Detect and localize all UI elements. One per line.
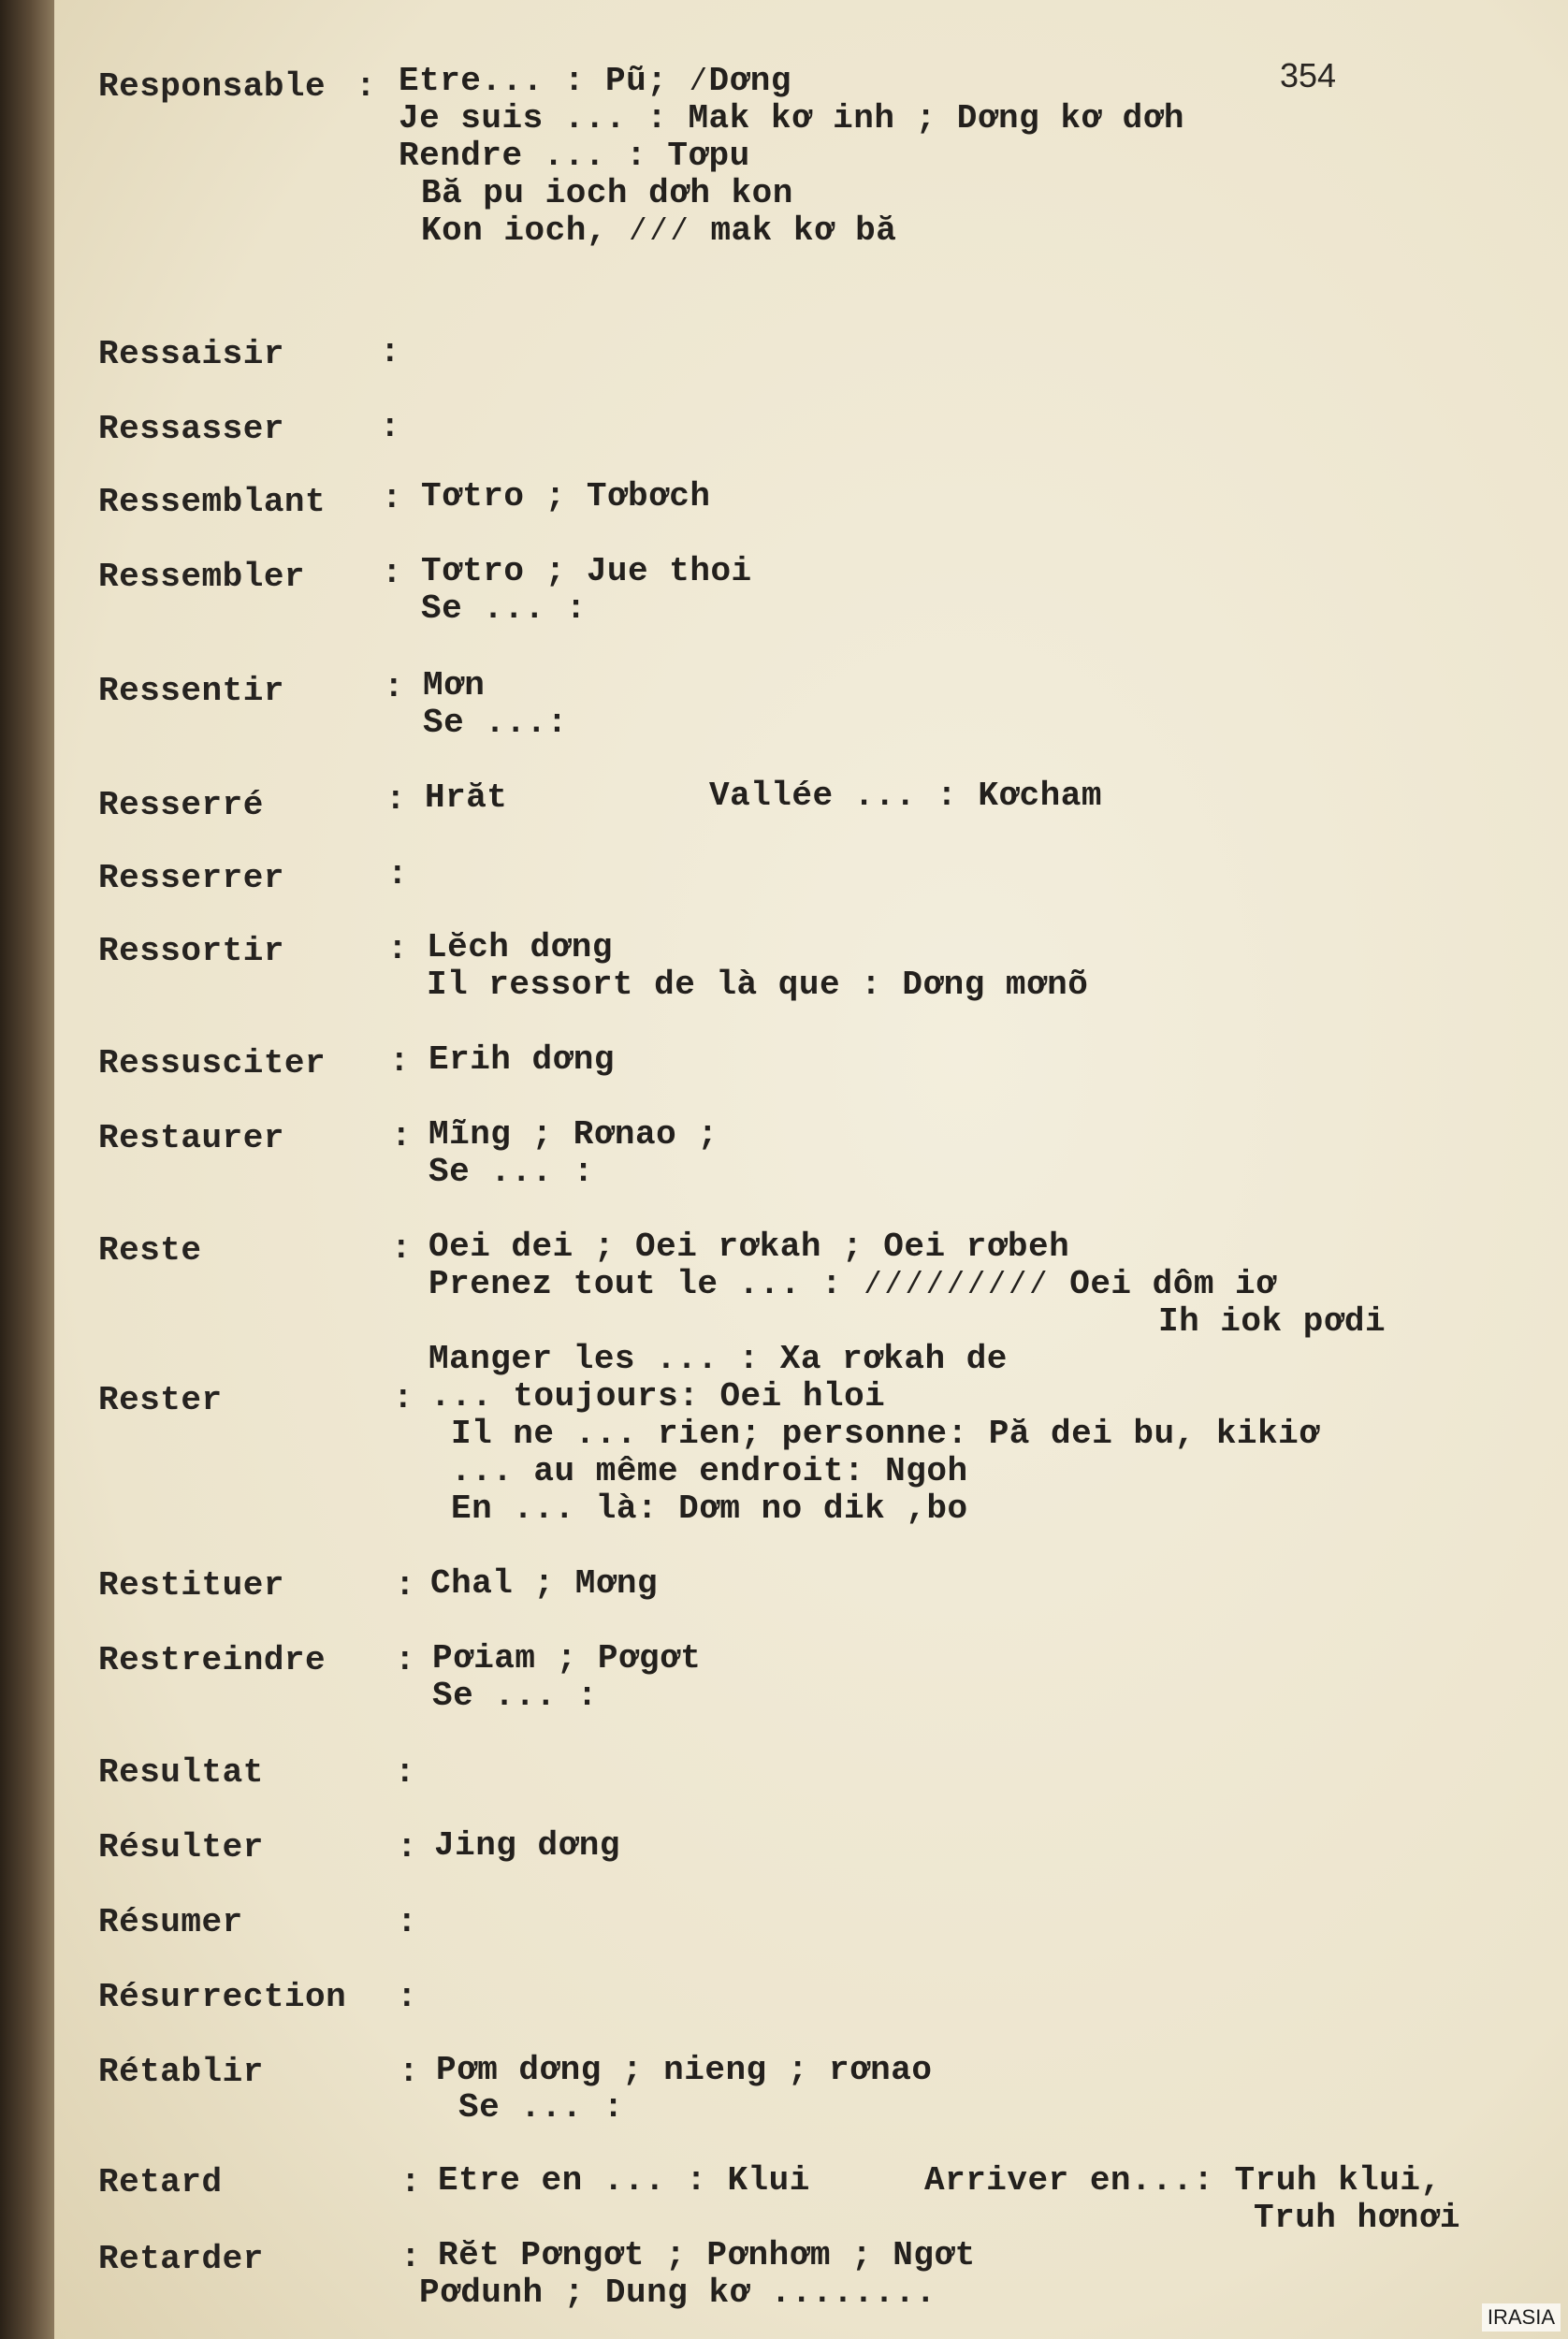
entry-line: Arriver en...: Truh klui, [924, 2161, 1442, 2200]
entry-line: Je suis ... : Mak kơ inh ; Dơng kơ dơh [399, 99, 1184, 138]
entry-headword: Retard [98, 2163, 223, 2201]
entry-colon: : [380, 333, 400, 371]
entry-colon: : [400, 2238, 421, 2276]
entry-colon: : [387, 930, 408, 968]
entry-headword: Resserré [98, 786, 264, 824]
entry-colon: : [395, 1641, 415, 1679]
entry-line: Pơdunh ; Dung kơ ........ [419, 2274, 936, 2312]
entry-colon: : [397, 1978, 417, 2016]
entry-line: Mĩng ; Rơnao ; [428, 1115, 719, 1154]
entry-headword: Ressembler [98, 558, 306, 596]
entry-colon: : [399, 2053, 419, 2091]
entry-line: Se ...: [423, 704, 568, 742]
entry-colon: : [393, 1379, 414, 1417]
entry-line: Tơtro ; Jue thoi [421, 552, 752, 590]
page-number: 354 [1280, 56, 1337, 94]
entry-line: ... toujours: Oei hloi [430, 1377, 886, 1416]
entry-headword: Ressaisir [98, 335, 284, 373]
entry-line: ... au même endroit: Ngoh [451, 1452, 968, 1490]
entry-line: Mơn [423, 666, 486, 705]
entry-headword: Responsable [98, 67, 327, 106]
entry-colon: : [384, 668, 404, 706]
entry-headword: Rester [98, 1381, 223, 1419]
entry-colon: : [389, 1042, 410, 1081]
entry-line: En ... là: Dơm no dik ,bo [451, 1489, 968, 1528]
entry-headword: Resultat [98, 1753, 264, 1792]
entry-line: Bă pu ioch dơh kon [421, 174, 793, 212]
entry-headword: Resserrer [98, 859, 284, 897]
entry-line: Se ... : [432, 1677, 598, 1715]
entry-line: Manger les ... : Xa rơkah de [428, 1340, 1008, 1378]
entry-line: Rendre ... : Tơpu [399, 137, 750, 175]
entry-line: Chal ; Mơng [430, 1564, 659, 1603]
entry-headword: Restaurer [98, 1119, 284, 1157]
entry-headword: Ressusciter [98, 1044, 327, 1082]
entry-headword: Résurrection [98, 1978, 347, 2016]
entry-line: Ih iok pơdi [1158, 1302, 1387, 1341]
entry-headword: Ressemblant [98, 483, 327, 521]
entry-line: Vallée ... : Kơcham [709, 777, 1102, 815]
entry-line: Prenez tout le ... : ⁄⁄⁄⁄⁄⁄⁄⁄⁄ Oei dôm iơ [428, 1265, 1277, 1303]
entry-line: Truh hơnơi [1254, 2199, 1461, 2237]
entry-line: Se ... : [421, 589, 587, 628]
entry-colon: : [391, 1229, 412, 1268]
entry-colon: : [382, 479, 402, 517]
entry-headword: Résumer [98, 1903, 243, 1941]
entry-colon: : [395, 1753, 415, 1792]
entry-headword: Retarder [98, 2240, 264, 2278]
entry-headword: Ressentir [98, 672, 284, 710]
entry-headword: Reste [98, 1231, 202, 1270]
entry-line: Kon ioch, ⁄⁄⁄ mak kơ bă [421, 211, 897, 250]
entry-line: Il ressort de là que : Dơng mơnõ [427, 966, 1089, 1004]
irasia-watermark: IRASIA [1482, 2303, 1561, 2332]
entry-colon: : [395, 1566, 415, 1605]
entry-colon: : [387, 855, 408, 893]
entry-colon: : [397, 1903, 417, 1941]
entry-line: Tơtro ; Tơbơch [421, 477, 711, 516]
entry-colon: : [400, 2163, 421, 2201]
entry-line: Rĕt Pơngơt ; Pơnhơm ; Ngơt [438, 2236, 976, 2274]
entry-headword: Ressasser [98, 410, 284, 448]
entry-line: Se ... : [428, 1153, 594, 1191]
dictionary-page [54, 0, 1568, 2339]
entry-line: Lĕch dơng [427, 928, 613, 966]
entry-colon: : [391, 1117, 412, 1155]
entry-line: Pơiam ; Pơgơt [432, 1639, 702, 1678]
entry-colon: : [385, 780, 406, 819]
entry-line: Etre... : Pũ; ⁄Dơng [399, 62, 791, 100]
entry-line: Se ... : [458, 2088, 624, 2127]
entry-line: Il ne ... rien; personne: Pă dei bu, kikiơ [451, 1415, 1320, 1453]
entry-colon: : [380, 408, 400, 446]
entry-line: Etre en ... : Klui [438, 2161, 810, 2200]
entry-colon: : [397, 1828, 417, 1867]
entry-headword: Restreindre [98, 1641, 327, 1679]
entry-colon: : [356, 67, 376, 106]
entry-headword: Résulter [98, 1828, 264, 1867]
entry-headword: Ressortir [98, 932, 284, 970]
book-binding-edge [0, 0, 54, 2339]
entry-headword: Rétablir [98, 2053, 264, 2091]
entry-line: Jing dơng [434, 1826, 620, 1865]
entry-colon: : [382, 554, 402, 592]
entry-line: Oei dei ; Oei rơkah ; Oei rơbeh [428, 1228, 1070, 1266]
entry-line: Pơm dơng ; nieng ; rơnao [436, 2051, 933, 2089]
entry-line: Erih dơng [428, 1040, 615, 1079]
entry-headword: Restituer [98, 1566, 284, 1605]
entry-line: Hrăt [425, 778, 508, 817]
